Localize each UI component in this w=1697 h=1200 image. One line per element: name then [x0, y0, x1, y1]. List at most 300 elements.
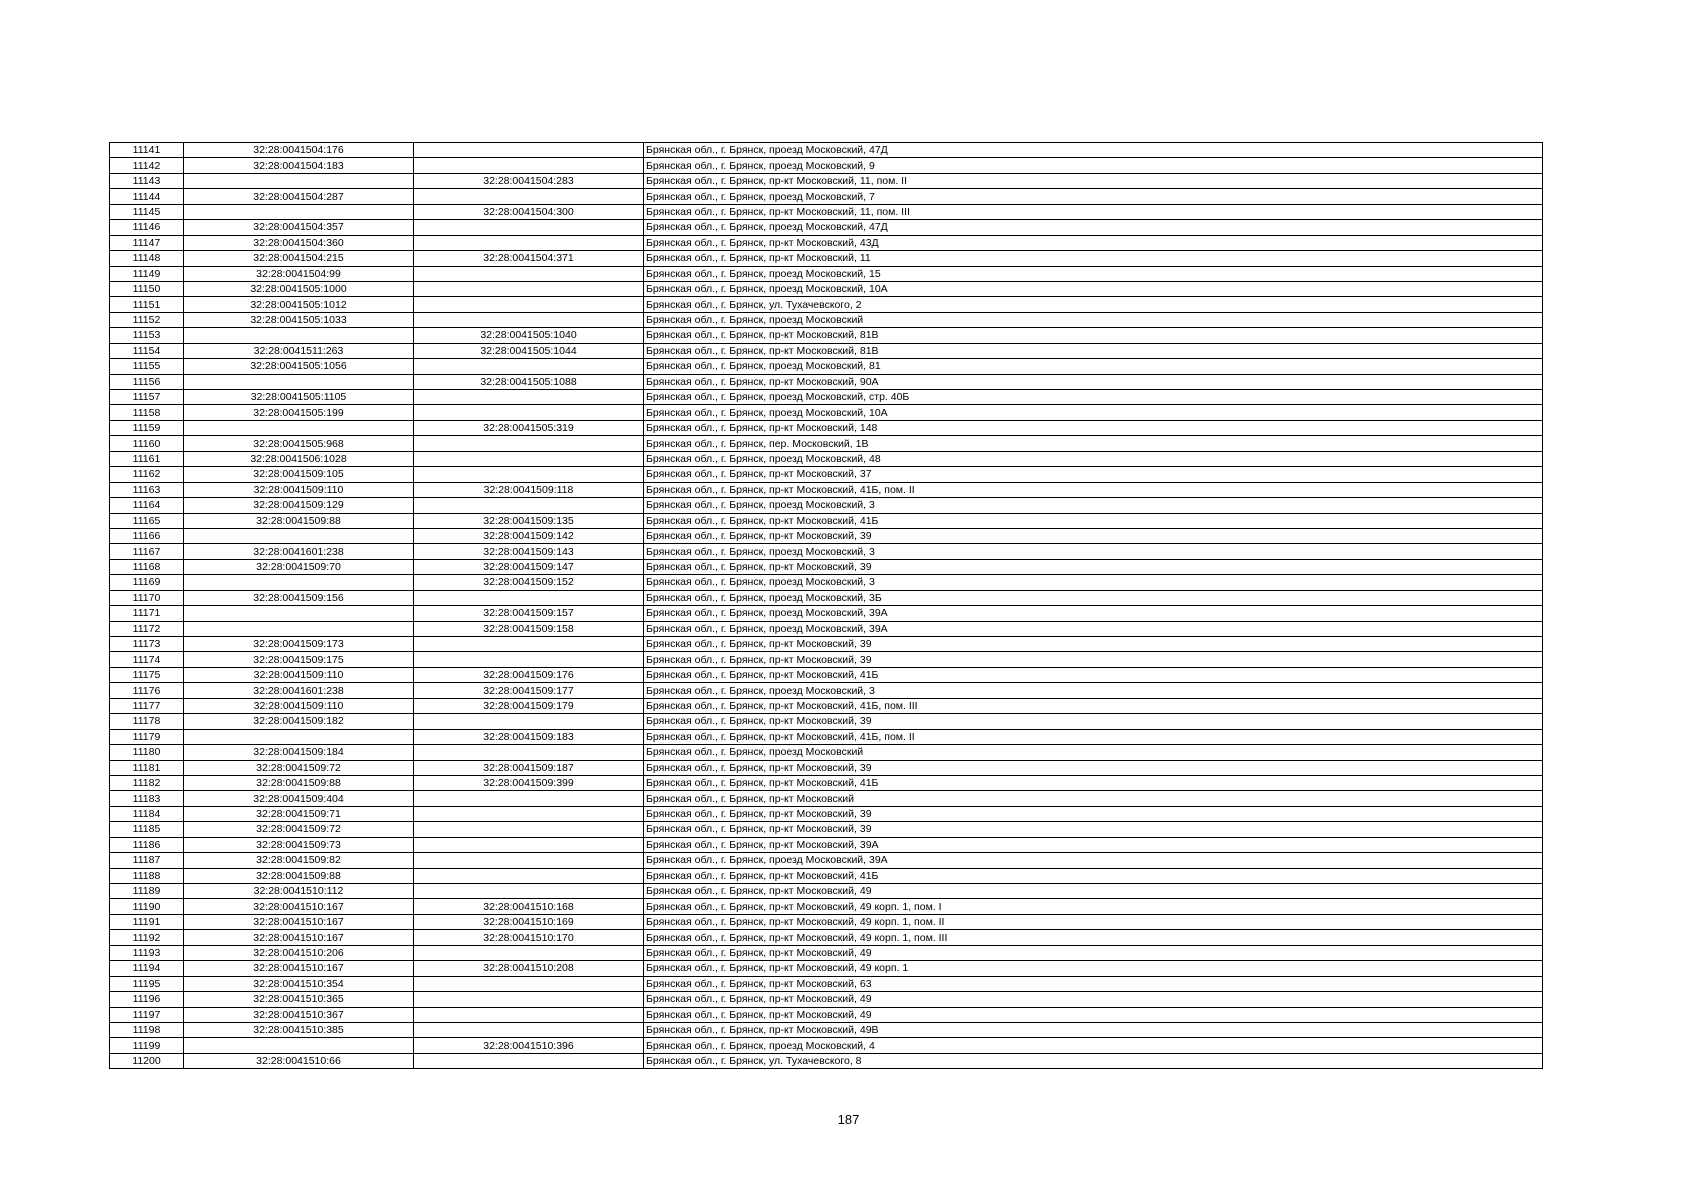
address-cell: Брянская обл., г. Брянск, пр-кт Московский, 39 — [644, 806, 1543, 821]
table-row — [110, 328, 1543, 343]
cadastral-number-2-cell: 32:28:0041504:283 — [414, 173, 644, 188]
table-row — [110, 359, 1543, 374]
cadastral-number-2-cell — [414, 266, 644, 281]
row-number-cell: 11151 — [110, 297, 184, 312]
cadastral-number-2-cell: 32:28:0041504:371 — [414, 251, 644, 266]
row-number-cell: 11190 — [110, 899, 184, 914]
cadastral-number-2-cell — [414, 1053, 644, 1068]
address-cell: Брянская обл., г. Брянск, пр-кт Московский, 41Б, пом. III — [644, 698, 1543, 713]
row-number-cell: 11142 — [110, 158, 184, 173]
cadastral-number-cell: 32:28:0041510:354 — [184, 976, 414, 991]
row-number-cell: 11171 — [110, 606, 184, 621]
row-number-cell: 11168 — [110, 559, 184, 574]
cadastral-number-2-cell — [414, 992, 644, 1007]
row-number-cell: 11177 — [110, 698, 184, 713]
address-cell: Брянская обл., г. Брянск, пр-кт Московский, 39 — [644, 528, 1543, 543]
cadastral-number-2-cell: 32:28:0041510:208 — [414, 961, 644, 976]
row-number-cell: 11182 — [110, 775, 184, 790]
row-number-cell: 11199 — [110, 1038, 184, 1053]
table-row — [110, 714, 1543, 729]
address-cell: Брянская обл., г. Брянск, проезд Московский, 47Д — [644, 220, 1543, 235]
row-number-cell: 11172 — [110, 621, 184, 636]
table-row — [110, 621, 1543, 636]
address-cell: Брянская обл., г. Брянск, пр-кт Московский, 39А — [644, 837, 1543, 852]
cadastral-number-2-cell — [414, 637, 644, 652]
row-number-cell: 11149 — [110, 266, 184, 281]
table-row — [110, 220, 1543, 235]
table-row — [110, 822, 1543, 837]
address-cell: Брянская обл., г. Брянск, ул. Тухачевского, 8 — [644, 1053, 1543, 1068]
cadastral-number-cell — [184, 528, 414, 543]
table-row — [110, 467, 1543, 482]
address-cell: Брянская обл., г. Брянск, проезд Московский, 3 — [644, 498, 1543, 513]
address-cell: Брянская обл., г. Брянск, пр-кт Московский, 11, пом. III — [644, 204, 1543, 219]
address-cell: Брянская обл., г. Брянск, проезд Московский — [644, 745, 1543, 760]
address-cell: Брянская обл., г. Брянск, проезд Московский, 4 — [644, 1038, 1543, 1053]
address-cell: Брянская обл., г. Брянск, пр-кт Московский — [644, 791, 1543, 806]
address-cell: Брянская обл., г. Брянск, пр-кт Московский, 49 корп. 1, пом. I — [644, 899, 1543, 914]
address-cell: Брянская обл., г. Брянск, пр-кт Московский, 63 — [644, 976, 1543, 991]
address-cell: Брянская обл., г. Брянск, пр-кт Московский, 41Б, пом. II — [644, 482, 1543, 497]
cadastral-number-cell — [184, 621, 414, 636]
cadastral-number-2-cell: 32:28:0041509:183 — [414, 729, 644, 744]
table-row — [110, 281, 1543, 296]
table-row — [110, 436, 1543, 451]
address-cell: Брянская обл., г. Брянск, проезд Московский, 39А — [644, 621, 1543, 636]
cadastral-number-cell: 32:28:0041510:385 — [184, 1022, 414, 1037]
row-number-cell: 11193 — [110, 945, 184, 960]
cadastral-number-2-cell — [414, 791, 644, 806]
table-row — [110, 868, 1543, 883]
cadastral-number-cell: 32:28:0041505:968 — [184, 436, 414, 451]
cadastral-number-2-cell — [414, 590, 644, 605]
row-number-cell: 11162 — [110, 467, 184, 482]
table-row — [110, 498, 1543, 513]
cadastral-number-2-cell — [414, 467, 644, 482]
row-number-cell: 11169 — [110, 575, 184, 590]
row-number-cell: 11180 — [110, 745, 184, 760]
cadastral-number-2-cell: 32:28:0041509:118 — [414, 482, 644, 497]
cadastral-number-2-cell: 32:28:0041509:179 — [414, 698, 644, 713]
address-cell: Брянская обл., г. Брянск, проезд Московский, 10А — [644, 405, 1543, 420]
row-number-cell: 11155 — [110, 359, 184, 374]
address-cell: Брянская обл., г. Брянск, проезд Московский, 3Б — [644, 590, 1543, 605]
row-number-cell: 11170 — [110, 590, 184, 605]
address-cell: Брянская обл., г. Брянск, пр-кт Московский, 41Б — [644, 775, 1543, 790]
row-number-cell: 11188 — [110, 868, 184, 883]
table-row — [110, 390, 1543, 405]
cadastral-number-2-cell: 32:28:0041509:176 — [414, 667, 644, 682]
cadastral-number-2-cell — [414, 220, 644, 235]
cadastral-number-2-cell — [414, 143, 644, 158]
table-row — [110, 1053, 1543, 1068]
address-cell: Брянская обл., г. Брянск, пр-кт Московский, 41Б — [644, 868, 1543, 883]
table-row — [110, 420, 1543, 435]
row-number-cell: 11143 — [110, 173, 184, 188]
address-cell: Брянская обл., г. Брянск, проезд Московский, 3 — [644, 575, 1543, 590]
registry-table-body — [110, 143, 1543, 1069]
address-cell: Брянская обл., г. Брянск, пр-кт Московский, 49 корп. 1, пом. III — [644, 930, 1543, 945]
cadastral-number-2-cell: 32:28:0041510:169 — [414, 914, 644, 929]
registry-table — [109, 142, 1543, 1069]
cadastral-number-cell: 32:28:0041505:1056 — [184, 359, 414, 374]
table-row — [110, 173, 1543, 188]
table-row — [110, 204, 1543, 219]
address-cell: Брянская обл., г. Брянск, пр-кт Московский, 39 — [644, 559, 1543, 574]
address-cell: Брянская обл., г. Брянск, пр-кт Московский, 43Д — [644, 235, 1543, 250]
cadastral-number-cell: 32:28:0041601:238 — [184, 544, 414, 559]
row-number-cell: 11198 — [110, 1022, 184, 1037]
address-cell: Брянская обл., г. Брянск, проезд Московский, 39А — [644, 853, 1543, 868]
address-cell: Брянская обл., г. Брянск, пр-кт Московский, 39 — [644, 760, 1543, 775]
address-cell: Брянская обл., г. Брянск, пр-кт Московский, 49 — [644, 945, 1543, 960]
cadastral-number-cell: 32:28:0041509:72 — [184, 760, 414, 775]
row-number-cell: 11183 — [110, 791, 184, 806]
cadastral-number-2-cell: 32:28:0041509:177 — [414, 683, 644, 698]
address-cell: Брянская обл., г. Брянск, проезд Московский, 7 — [644, 189, 1543, 204]
row-number-cell: 11196 — [110, 992, 184, 1007]
cadastral-number-cell: 32:28:0041510:206 — [184, 945, 414, 960]
address-cell: Брянская обл., г. Брянск, проезд Московский, стр. 40Б — [644, 390, 1543, 405]
row-number-cell: 11147 — [110, 235, 184, 250]
cadastral-number-cell: 32:28:0041505:1012 — [184, 297, 414, 312]
cadastral-number-cell — [184, 173, 414, 188]
table-row — [110, 482, 1543, 497]
row-number-cell: 11195 — [110, 976, 184, 991]
cadastral-number-cell: 32:28:0041509:110 — [184, 482, 414, 497]
cadastral-number-cell: 32:28:0041509:129 — [184, 498, 414, 513]
cadastral-number-2-cell — [414, 189, 644, 204]
address-cell: Брянская обл., г. Брянск, пр-кт Московский, 81В — [644, 328, 1543, 343]
table-row — [110, 374, 1543, 389]
address-cell: Брянская обл., г. Брянск, пр-кт Московский, 39 — [644, 822, 1543, 837]
table-row — [110, 806, 1543, 821]
table-row — [110, 899, 1543, 914]
cadastral-number-2-cell: 32:28:0041505:1040 — [414, 328, 644, 343]
cadastral-number-cell: 32:28:0041510:66 — [184, 1053, 414, 1068]
cadastral-number-cell: 32:28:0041511:263 — [184, 343, 414, 358]
cadastral-number-2-cell — [414, 745, 644, 760]
cadastral-number-2-cell: 32:28:0041509:135 — [414, 513, 644, 528]
cadastral-number-cell: 32:28:0041504:183 — [184, 158, 414, 173]
cadastral-number-cell — [184, 1038, 414, 1053]
address-cell: Брянская обл., г. Брянск, пр-кт Московский, 11 — [644, 251, 1543, 266]
cadastral-number-2-cell: 32:28:0041509:142 — [414, 528, 644, 543]
address-cell: Брянская обл., г. Брянск, пр-кт Московский, 41Б — [644, 667, 1543, 682]
cadastral-number-cell: 32:28:0041504:360 — [184, 235, 414, 250]
row-number-cell: 11166 — [110, 528, 184, 543]
table-row — [110, 590, 1543, 605]
cadastral-number-2-cell: 32:28:0041509:152 — [414, 575, 644, 590]
row-number-cell: 11146 — [110, 220, 184, 235]
row-number-cell: 11175 — [110, 667, 184, 682]
address-cell: Брянская обл., г. Брянск, пр-кт Московский, 39 — [644, 652, 1543, 667]
cadastral-number-2-cell — [414, 806, 644, 821]
table-row — [110, 992, 1543, 1007]
table-row — [110, 837, 1543, 852]
row-number-cell: 11144 — [110, 189, 184, 204]
address-cell: Брянская обл., г. Брянск, пр-кт Московский, 49 — [644, 884, 1543, 899]
row-number-cell: 11200 — [110, 1053, 184, 1068]
cadastral-number-2-cell: 32:28:0041510:396 — [414, 1038, 644, 1053]
row-number-cell: 11158 — [110, 405, 184, 420]
row-number-cell: 11191 — [110, 914, 184, 929]
cadastral-number-cell: 32:28:0041509:82 — [184, 853, 414, 868]
cadastral-number-2-cell: 32:28:0041509:399 — [414, 775, 644, 790]
address-cell: Брянская обл., г. Брянск, пр-кт Московский, 41Б — [644, 513, 1543, 528]
table-row — [110, 652, 1543, 667]
address-cell: Брянская обл., г. Брянск, проезд Московский, 10А — [644, 281, 1543, 296]
row-number-cell: 11156 — [110, 374, 184, 389]
address-cell: Брянская обл., г. Брянск, пр-кт Московский, 81В — [644, 343, 1543, 358]
address-cell: Брянская обл., г. Брянск, проезд Московский, 39А — [644, 606, 1543, 621]
cadastral-number-cell — [184, 420, 414, 435]
cadastral-number-2-cell — [414, 281, 644, 296]
address-cell: Брянская обл., г. Брянск, проезд Московский, 48 — [644, 451, 1543, 466]
cadastral-number-2-cell — [414, 436, 644, 451]
cadastral-number-2-cell: 32:28:0041504:300 — [414, 204, 644, 219]
cadastral-number-cell — [184, 575, 414, 590]
table-row — [110, 405, 1543, 420]
table-row — [110, 884, 1543, 899]
table-row — [110, 251, 1543, 266]
cadastral-number-2-cell — [414, 359, 644, 374]
address-cell: Брянская обл., г. Брянск, проезд Московский, 3 — [644, 683, 1543, 698]
cadastral-number-2-cell — [414, 884, 644, 899]
cadastral-number-cell: 32:28:0041509:70 — [184, 559, 414, 574]
cadastral-number-2-cell — [414, 405, 644, 420]
row-number-cell: 11141 — [110, 143, 184, 158]
cadastral-number-cell: 32:28:0041509:88 — [184, 775, 414, 790]
cadastral-number-cell: 32:28:0041509:173 — [184, 637, 414, 652]
cadastral-number-2-cell: 32:28:0041509:147 — [414, 559, 644, 574]
cadastral-number-2-cell: 32:28:0041509:158 — [414, 621, 644, 636]
row-number-cell: 11197 — [110, 1007, 184, 1022]
table-row — [110, 312, 1543, 327]
address-cell: Брянская обл., г. Брянск, ул. Тухачевского, 2 — [644, 297, 1543, 312]
cadastral-number-cell: 32:28:0041504:357 — [184, 220, 414, 235]
cadastral-number-cell: 32:28:0041509:182 — [184, 714, 414, 729]
cadastral-number-cell: 32:28:0041505:199 — [184, 405, 414, 420]
table-row — [110, 791, 1543, 806]
address-cell: Брянская обл., г. Брянск, пр-кт Московский, 41Б, пом. II — [644, 729, 1543, 744]
row-number-cell: 11181 — [110, 760, 184, 775]
cadastral-number-2-cell — [414, 714, 644, 729]
cadastral-number-cell: 32:28:0041509:156 — [184, 590, 414, 605]
row-number-cell: 11160 — [110, 436, 184, 451]
row-number-cell: 11165 — [110, 513, 184, 528]
row-number-cell: 11164 — [110, 498, 184, 513]
table-row — [110, 945, 1543, 960]
cadastral-number-2-cell — [414, 451, 644, 466]
table-row — [110, 343, 1543, 358]
row-number-cell: 11163 — [110, 482, 184, 497]
table-row — [110, 775, 1543, 790]
address-cell: Брянская обл., г. Брянск, проезд Московский, 9 — [644, 158, 1543, 173]
cadastral-number-2-cell — [414, 498, 644, 513]
table-row — [110, 189, 1543, 204]
cadastral-number-2-cell — [414, 158, 644, 173]
row-number-cell: 11185 — [110, 822, 184, 837]
address-cell: Брянская обл., г. Брянск, пр-кт Московский, 90А — [644, 374, 1543, 389]
cadastral-number-2-cell: 32:28:0041509:157 — [414, 606, 644, 621]
row-number-cell: 11187 — [110, 853, 184, 868]
cadastral-number-cell: 32:28:0041505:1000 — [184, 281, 414, 296]
table-row — [110, 1007, 1543, 1022]
cadastral-number-2-cell — [414, 312, 644, 327]
table-row — [110, 575, 1543, 590]
cadastral-number-cell — [184, 606, 414, 621]
table-row — [110, 143, 1543, 158]
page-number: 187 — [837, 1112, 860, 1127]
address-cell: Брянская обл., г. Брянск, проезд Московский — [644, 312, 1543, 327]
row-number-cell: 11153 — [110, 328, 184, 343]
cadastral-number-cell: 32:28:0041509:88 — [184, 868, 414, 883]
cadastral-number-cell — [184, 729, 414, 744]
cadastral-number-2-cell: 32:28:0041510:168 — [414, 899, 644, 914]
cadastral-number-cell — [184, 204, 414, 219]
row-number-cell: 11176 — [110, 683, 184, 698]
cadastral-number-cell: 32:28:0041504:287 — [184, 189, 414, 204]
cadastral-number-cell: 32:28:0041509:72 — [184, 822, 414, 837]
cadastral-number-2-cell: 32:28:0041505:1088 — [414, 374, 644, 389]
table-row — [110, 914, 1543, 929]
table-row — [110, 760, 1543, 775]
cadastral-number-cell: 32:28:0041509:404 — [184, 791, 414, 806]
address-cell: Брянская обл., г. Брянск, проезд Московский, 15 — [644, 266, 1543, 281]
cadastral-number-cell: 32:28:0041510:112 — [184, 884, 414, 899]
row-number-cell: 11192 — [110, 930, 184, 945]
cadastral-number-cell: 32:28:0041510:365 — [184, 992, 414, 1007]
cadastral-number-2-cell — [414, 976, 644, 991]
cadastral-number-cell: 32:28:0041601:238 — [184, 683, 414, 698]
address-cell: Брянская обл., г. Брянск, пер. Московский, 1В — [644, 436, 1543, 451]
table-row — [110, 528, 1543, 543]
table-row — [110, 1022, 1543, 1037]
cadastral-number-2-cell — [414, 853, 644, 868]
cadastral-number-cell: 32:28:0041506:1028 — [184, 451, 414, 466]
address-cell: Брянская обл., г. Брянск, пр-кт Московский, 49 — [644, 1007, 1543, 1022]
row-number-cell: 11186 — [110, 837, 184, 852]
table-row — [110, 1038, 1543, 1053]
cadastral-number-cell — [184, 328, 414, 343]
row-number-cell: 11174 — [110, 652, 184, 667]
row-number-cell: 11145 — [110, 204, 184, 219]
address-cell: Брянская обл., г. Брянск, проезд Московский, 81 — [644, 359, 1543, 374]
cadastral-number-cell: 32:28:0041509:105 — [184, 467, 414, 482]
cadastral-number-cell: 32:28:0041509:184 — [184, 745, 414, 760]
row-number-cell: 11194 — [110, 961, 184, 976]
cadastral-number-cell — [184, 374, 414, 389]
cadastral-number-2-cell — [414, 868, 644, 883]
table-row — [110, 606, 1543, 621]
row-number-cell: 11157 — [110, 390, 184, 405]
cadastral-number-cell: 32:28:0041509:73 — [184, 837, 414, 852]
cadastral-number-cell: 32:28:0041509:110 — [184, 667, 414, 682]
cadastral-number-cell: 32:28:0041510:167 — [184, 930, 414, 945]
address-cell: Брянская обл., г. Брянск, пр-кт Московский, 39 — [644, 637, 1543, 652]
address-cell: Брянская обл., г. Брянск, пр-кт Московский, 148 — [644, 420, 1543, 435]
address-cell: Брянская обл., г. Брянск, проезд Московский, 47Д — [644, 143, 1543, 158]
cadastral-number-2-cell — [414, 1007, 644, 1022]
row-number-cell: 11148 — [110, 251, 184, 266]
cadastral-number-cell: 32:28:0041509:88 — [184, 513, 414, 528]
table-row — [110, 451, 1543, 466]
table-row — [110, 745, 1543, 760]
cadastral-number-2-cell: 32:28:0041510:170 — [414, 930, 644, 945]
row-number-cell: 11178 — [110, 714, 184, 729]
row-number-cell: 11152 — [110, 312, 184, 327]
cadastral-number-cell: 32:28:0041509:175 — [184, 652, 414, 667]
address-cell: Брянская обл., г. Брянск, пр-кт Московский, 49 корп. 1, пом. II — [644, 914, 1543, 929]
address-cell: Брянская обл., г. Брянск, пр-кт Московский, 37 — [644, 467, 1543, 482]
cadastral-number-2-cell — [414, 837, 644, 852]
cadastral-number-2-cell: 32:28:0041505:319 — [414, 420, 644, 435]
cadastral-number-2-cell — [414, 297, 644, 312]
table-row — [110, 961, 1543, 976]
table-row — [110, 158, 1543, 173]
table-row — [110, 667, 1543, 682]
cadastral-number-cell: 32:28:0041510:367 — [184, 1007, 414, 1022]
address-cell: Брянская обл., г. Брянск, пр-кт Московский, 39 — [644, 714, 1543, 729]
cadastral-number-cell: 32:28:0041504:215 — [184, 251, 414, 266]
address-cell: Брянская обл., г. Брянск, пр-кт Московский, 49В — [644, 1022, 1543, 1037]
table-row — [110, 544, 1543, 559]
cadastral-number-2-cell — [414, 390, 644, 405]
cadastral-number-cell: 32:28:0041509:71 — [184, 806, 414, 821]
table-row — [110, 698, 1543, 713]
row-number-cell: 11189 — [110, 884, 184, 899]
table-row — [110, 729, 1543, 744]
row-number-cell: 11167 — [110, 544, 184, 559]
cadastral-number-cell: 32:28:0041504:99 — [184, 266, 414, 281]
cadastral-number-2-cell — [414, 235, 644, 250]
table-row — [110, 266, 1543, 281]
row-number-cell: 11154 — [110, 343, 184, 358]
cadastral-number-2-cell: 32:28:0041505:1044 — [414, 343, 644, 358]
row-number-cell: 11173 — [110, 637, 184, 652]
address-cell: Брянская обл., г. Брянск, пр-кт Московский, 49 корп. 1 — [644, 961, 1543, 976]
table-row — [110, 930, 1543, 945]
table-row — [110, 235, 1543, 250]
table-row — [110, 976, 1543, 991]
table-row — [110, 683, 1543, 698]
cadastral-number-2-cell — [414, 945, 644, 960]
cadastral-number-2-cell — [414, 1022, 644, 1037]
table-row — [110, 853, 1543, 868]
cadastral-number-2-cell — [414, 652, 644, 667]
cadastral-number-cell: 32:28:0041510:167 — [184, 914, 414, 929]
row-number-cell: 11161 — [110, 451, 184, 466]
row-number-cell: 11184 — [110, 806, 184, 821]
cadastral-number-2-cell — [414, 822, 644, 837]
cadastral-number-cell: 32:28:0041504:176 — [184, 143, 414, 158]
address-cell: Брянская обл., г. Брянск, пр-кт Московский, 11, пом. II — [644, 173, 1543, 188]
row-number-cell: 11159 — [110, 420, 184, 435]
cadastral-number-2-cell: 32:28:0041509:187 — [414, 760, 644, 775]
row-number-cell: 11150 — [110, 281, 184, 296]
row-number-cell: 11179 — [110, 729, 184, 744]
table-row — [110, 513, 1543, 528]
table-row — [110, 559, 1543, 574]
cadastral-number-cell: 32:28:0041509:110 — [184, 698, 414, 713]
address-cell: Брянская обл., г. Брянск, пр-кт Московский, 49 — [644, 992, 1543, 1007]
address-cell: Брянская обл., г. Брянск, проезд Московский, 3 — [644, 544, 1543, 559]
cadastral-number-cell: 32:28:0041505:1033 — [184, 312, 414, 327]
cadastral-number-2-cell: 32:28:0041509:143 — [414, 544, 644, 559]
table-row — [110, 637, 1543, 652]
cadastral-number-cell: 32:28:0041510:167 — [184, 899, 414, 914]
